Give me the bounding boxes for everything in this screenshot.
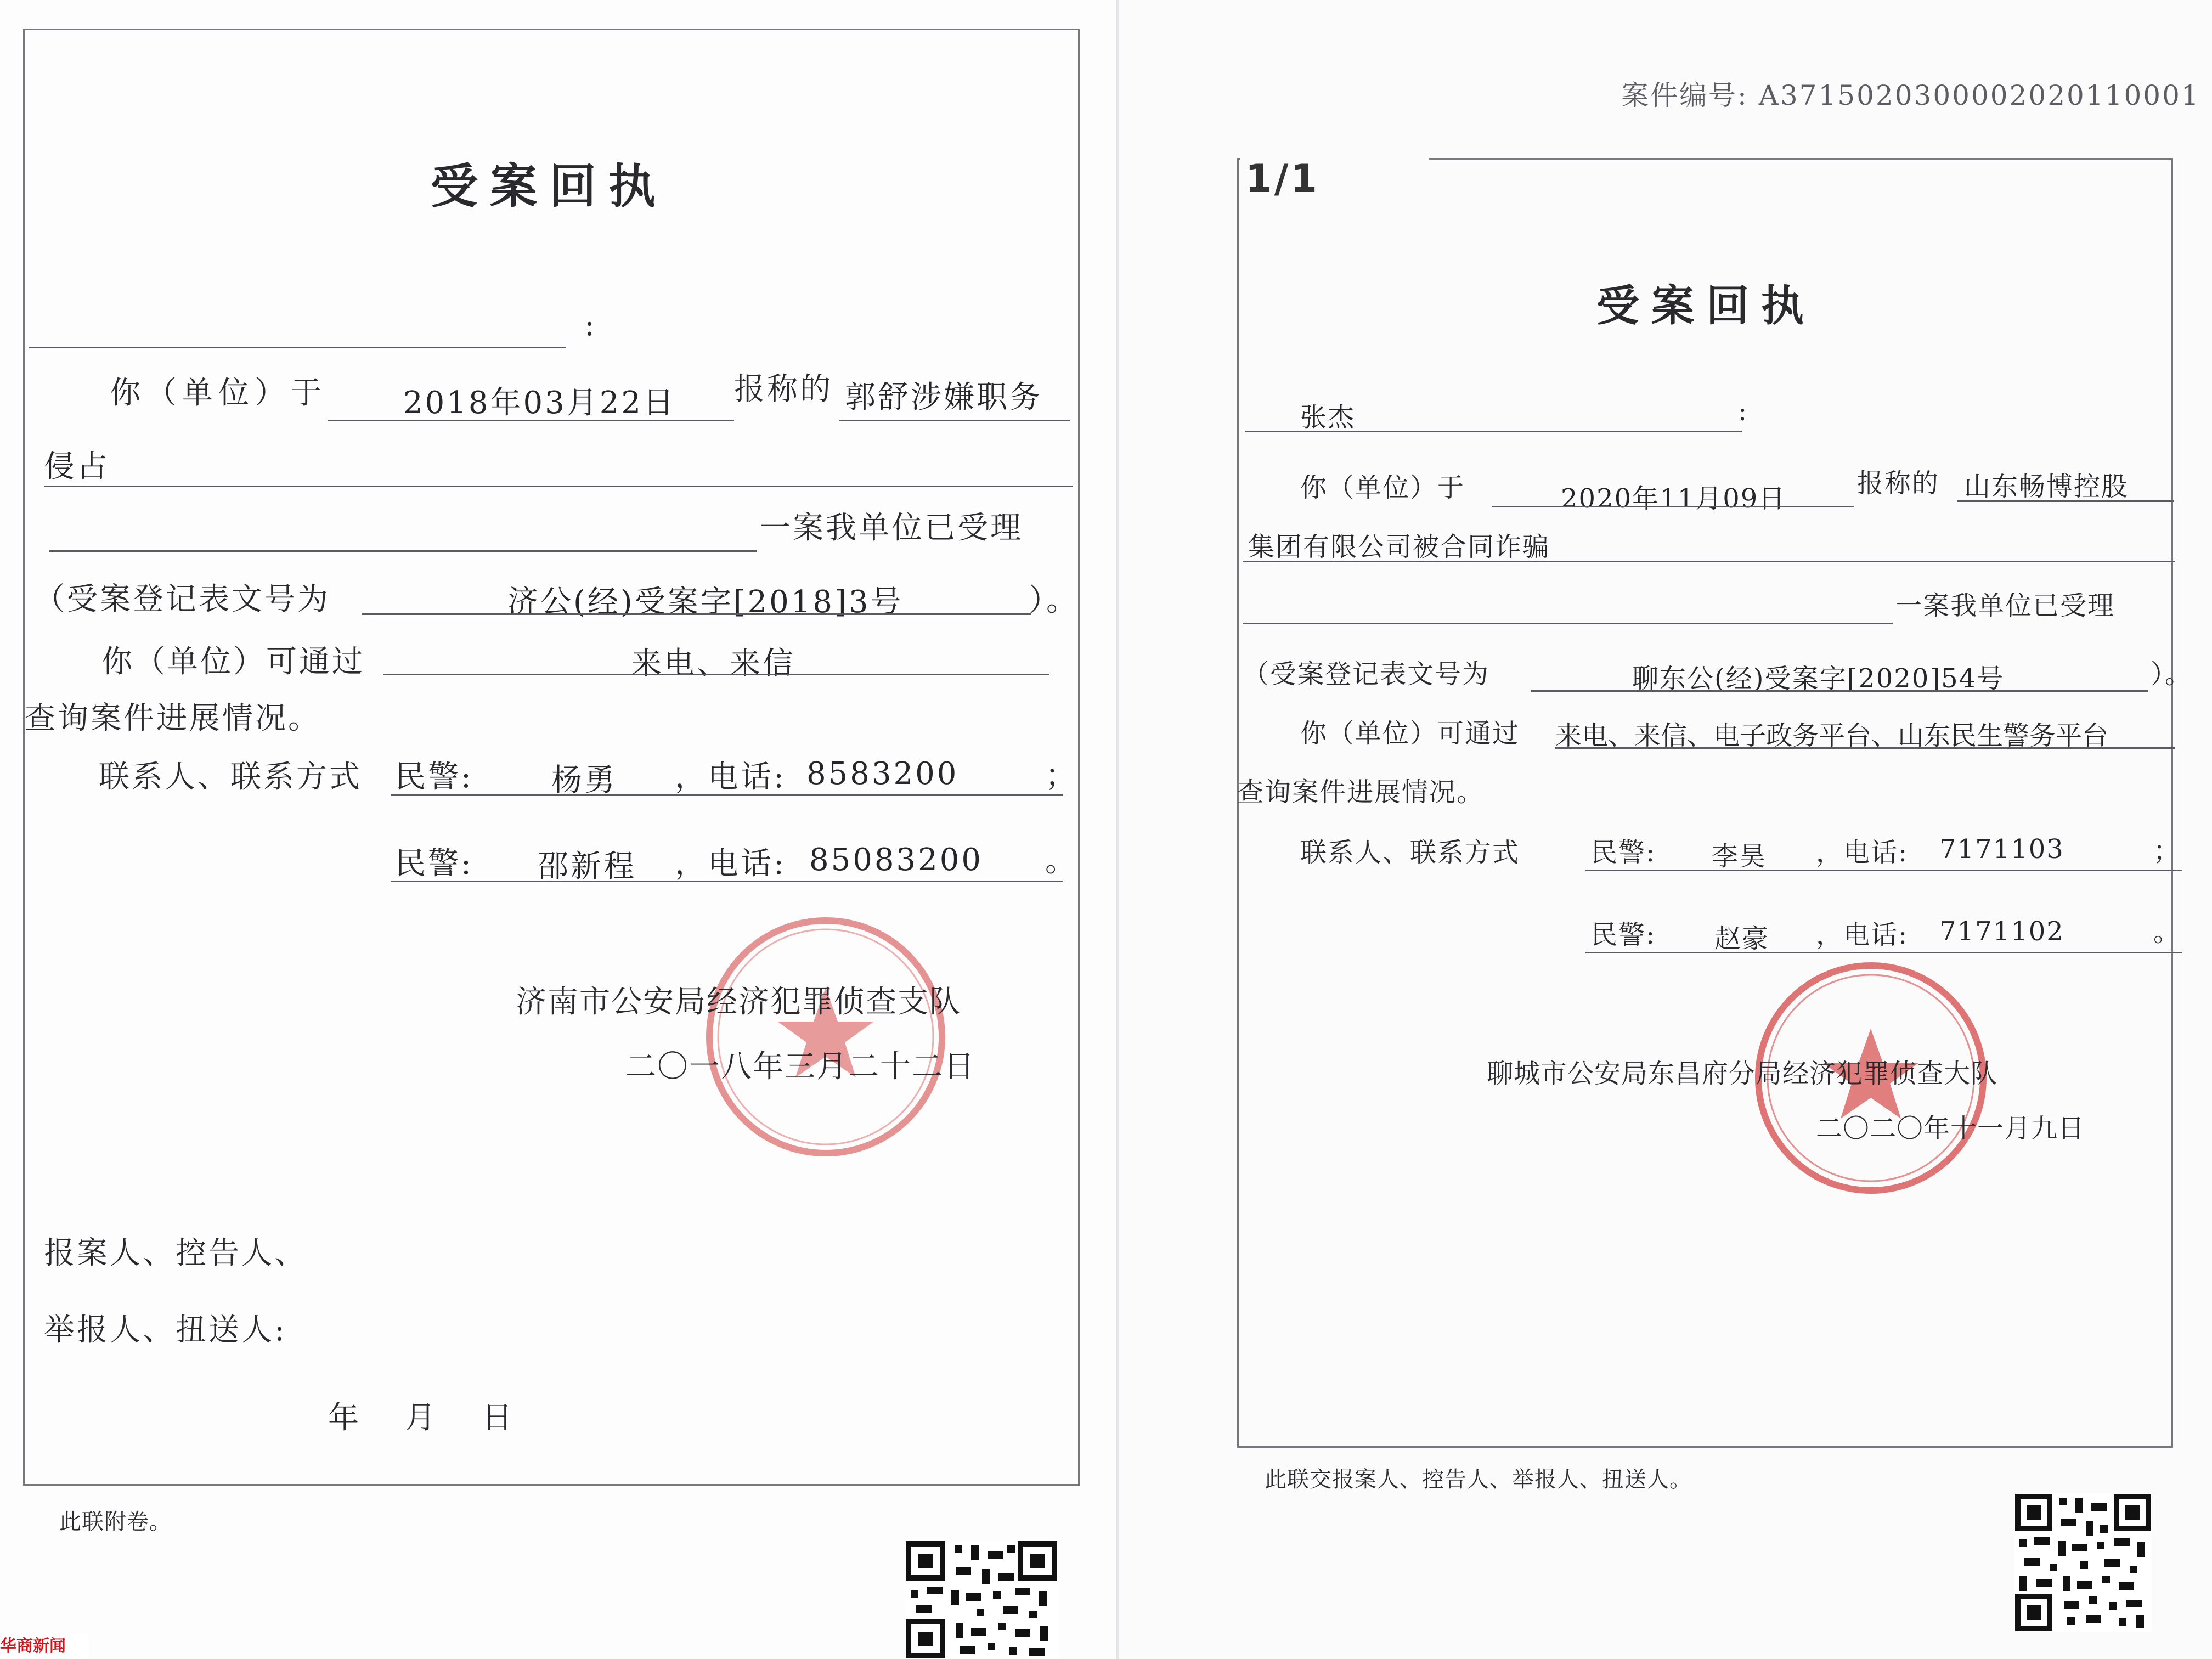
right-title: 受案回执: [1596, 281, 1816, 331]
right-recipient-line: [1245, 431, 1742, 432]
left-contact2-name: 邵新程: [538, 849, 636, 884]
right-via-value: 来电、来信、电子政务平台、山东民生警务平台: [1555, 720, 2109, 751]
right-issue-date: 二〇二〇年十一月九日: [1816, 1113, 2085, 1144]
left-contact-label: 联系人、联系方式: [99, 759, 362, 795]
right-page-indicator: 1/1: [1240, 156, 1429, 223]
left-query-text: 查询案件进展情况。: [25, 701, 321, 736]
right-reported-label: 报称的: [1857, 468, 1940, 499]
right-via-label: 你（单位）可通过: [1300, 718, 1520, 749]
left-official-seal: [694, 905, 957, 1169]
left-issuer: 济南市公安局经济犯罪侦查支队: [516, 984, 961, 1020]
right-reg-number: 聊东公(经)受案字[2020]54号: [1632, 663, 2005, 694]
left-ymd: 年 月 日: [328, 1400, 520, 1436]
right-date-line: [1492, 506, 1854, 507]
right-contact1-name: 李昊: [1712, 841, 1767, 872]
left-contact1-line: [391, 794, 1063, 796]
left-case-part2: 侵占: [44, 449, 110, 484]
left-contact2-phone: 85083200: [809, 842, 984, 878]
right-recipient-colon: :: [1738, 396, 1748, 427]
left-contact2-end: 。: [1045, 843, 1078, 879]
right-contact1-phone: 7171103: [1939, 834, 2064, 865]
left-case-line3: [49, 550, 757, 552]
left-via-line: [383, 674, 1049, 675]
right-issuer: 聊城市公安局东昌府分局经济犯罪侦查大队: [1487, 1058, 1998, 1089]
right-case-line3: [1243, 623, 1893, 624]
right-reg-close: ）。: [2151, 659, 2193, 690]
right-query-text: 查询案件进展情况。: [1237, 777, 1485, 808]
left-you-unit-label: 你（单位）于: [110, 375, 327, 411]
right-contact1-end: ；: [2153, 836, 2181, 866]
right-footer-note: 此联交报案人、控告人、举报人、扭送人。: [1265, 1467, 1692, 1492]
left-case-line1: [839, 420, 1070, 421]
left-contact1-phone: 8583200: [806, 756, 959, 792]
left-case-part1: 郭舒涉嫌职务: [845, 380, 1042, 415]
right-case-line2: [1243, 561, 2175, 562]
right-reg-line: [1531, 690, 2148, 692]
left-contact2-line: [391, 881, 1063, 882]
left-issue-date: 二〇一八年三月二十二日: [625, 1049, 975, 1085]
left-contact2-phone-label: ，电话:: [675, 846, 786, 882]
right-case-part2: 集团有限公司被合同诈骗: [1248, 532, 1550, 562]
watermark-text: 华商新闻: [0, 1637, 66, 1656]
left-recipient-line: [29, 347, 566, 348]
right-contact2-phone-label: ，电话:: [1816, 919, 1909, 950]
right-case-line1: [1957, 500, 2174, 502]
left-contact2-role: 民警:: [395, 846, 473, 882]
right-contact2-role: 民警:: [1591, 919, 1656, 950]
right-receipt-page: [1119, 0, 2212, 1659]
left-reg-line: [362, 613, 1031, 615]
right-contact-label: 联系人、联系方式: [1300, 837, 1520, 868]
left-qr-code: [905, 1541, 1059, 1659]
right-contact2-phone: 7171102: [1939, 916, 2064, 947]
right-contact2-name: 赵豪: [1714, 923, 1770, 954]
watermark-logo: [0, 1634, 89, 1659]
left-via-label: 你（单位）可通过: [101, 644, 365, 680]
right-recipient: 张杰: [1300, 402, 1356, 433]
left-contact1-end: ；: [1045, 758, 1078, 794]
left-date-line: [328, 420, 734, 421]
left-reported-label: 报称的: [734, 371, 833, 407]
left-reporter-line1: 报案人、控告人、: [44, 1235, 307, 1271]
left-reg-label: （受案登记表文号为: [34, 582, 330, 617]
left-reporter-line2: 举报人、扭送人:: [44, 1312, 287, 1348]
left-recipient-colon: :: [584, 307, 597, 343]
right-date-value: 2020年11月09日: [1561, 483, 1786, 514]
right-case-number: 案件编号: A3715020300002020110001: [1621, 80, 2200, 111]
right-accepted-text: 一案我单位已受理: [1895, 590, 2115, 621]
right-contact1-role: 民警:: [1591, 837, 1656, 868]
left-reg-number: 济公(经)受案字[2018]3号: [507, 584, 904, 620]
right-via-line: [1555, 747, 2175, 749]
left-date-value: 2018年03月22日: [403, 385, 676, 421]
left-reg-close: ）。: [1029, 583, 1079, 618]
right-contact1-line: [1585, 870, 2182, 871]
right-contact2-end: 。: [2153, 917, 2181, 947]
right-contact1-phone-label: ，电话:: [1816, 837, 1909, 868]
right-reg-label: （受案登记表文号为: [1243, 659, 1490, 690]
right-case-part1: 山东畅博控股: [1964, 471, 2129, 502]
left-case-line2: [44, 486, 1073, 487]
left-contact1-name: 杨勇: [551, 763, 617, 798]
left-footer-note: 此联附卷。: [59, 1509, 172, 1534]
right-you-unit-label: 你（单位）于: [1300, 472, 1465, 503]
left-contact1-role: 民警:: [395, 759, 473, 795]
left-title: 受案回执: [431, 159, 668, 214]
left-accepted-text: 一案我单位已受理: [760, 510, 1023, 546]
left-contact1-phone-label: ，电话:: [675, 759, 786, 795]
right-qr-code: [2015, 1493, 2152, 1632]
left-via-value: 来电、来信: [631, 646, 795, 681]
